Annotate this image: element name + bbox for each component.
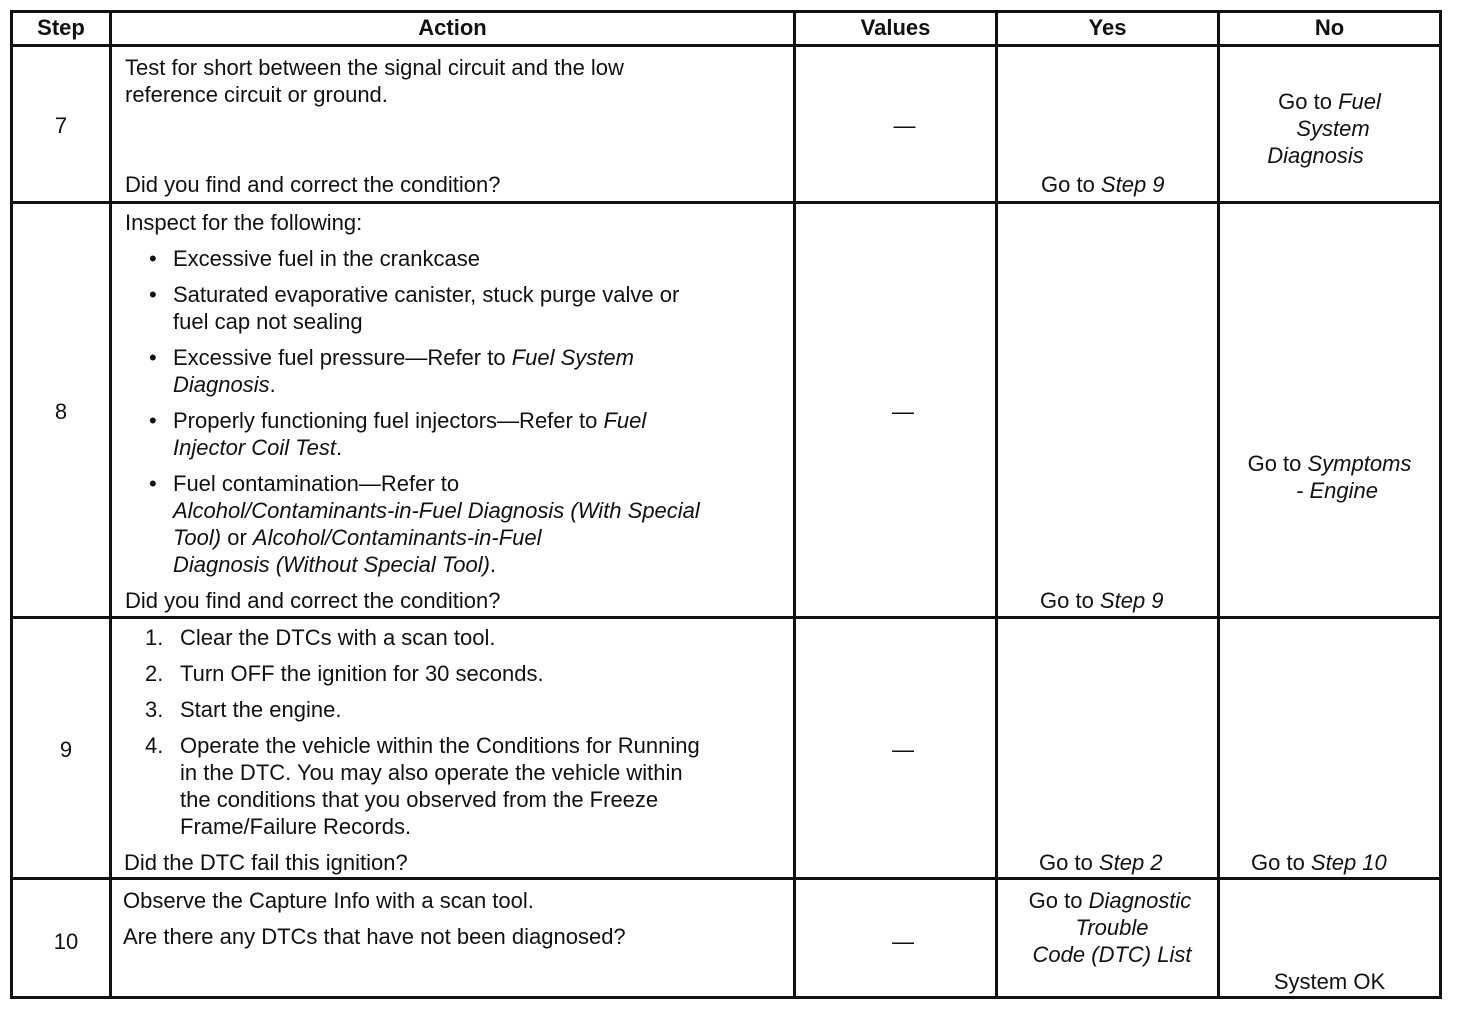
- no-step-link[interactable]: Step 10: [1310, 850, 1387, 875]
- list-number: 2.: [145, 661, 164, 686]
- values-cell: —: [892, 929, 914, 954]
- action-text: the conditions that you observed from the Freeze: [180, 787, 659, 812]
- no-link[interactable]: Fuel: [1338, 89, 1381, 114]
- text-segment: Properly functioning fuel injectors—Refer to: [173, 408, 604, 433]
- header-values: Values: [860, 15, 931, 40]
- reference-link[interactable]: Diagnosis: [173, 372, 270, 397]
- text-segment: or: [221, 525, 253, 550]
- reference-link[interactable]: Fuel System: [511, 345, 634, 370]
- list-number: 3.: [145, 697, 164, 722]
- reference-link[interactable]: Alcohol/Contaminants-in-Fuel Diagnosis (With Special: [173, 498, 700, 523]
- yes-cell: [1041, 171, 1165, 198]
- step-number: 8: [54, 399, 68, 424]
- action-text: Operate the vehicle within the Conditions for Running: [180, 733, 700, 758]
- action-text: fuel cap not sealing: [173, 309, 363, 334]
- action-text: Fuel contamination—Refer to: [173, 471, 460, 496]
- reference-link[interactable]: Diagnosis (Without Special Tool): [173, 552, 490, 577]
- action-text: [173, 371, 276, 398]
- action-question: Are there any DTCs that have not been diagnosed?: [123, 924, 626, 949]
- row-divider: [10, 877, 1442, 880]
- action-text: [173, 344, 634, 371]
- list-number: 4.: [145, 733, 164, 758]
- row-divider: [10, 201, 1442, 204]
- column-divider: [793, 10, 796, 999]
- table-border-right: [1439, 10, 1442, 999]
- no-prefix: Go to: [1247, 451, 1308, 476]
- no-prefix: Go to: [1278, 89, 1339, 114]
- bullet: •: [149, 471, 157, 496]
- action-text: Clear the DTCs with a scan tool.: [180, 625, 496, 650]
- text-segment: .: [336, 435, 343, 460]
- yes-prefix: Go to: [1040, 588, 1100, 613]
- yes-link[interactable]: Code (DTC) List: [1032, 942, 1192, 967]
- step-number: 7: [54, 113, 68, 138]
- header-divider: [10, 44, 1442, 47]
- reference-link[interactable]: Injector Coil Test: [173, 435, 337, 460]
- reference-link[interactable]: Fuel: [603, 408, 647, 433]
- column-divider: [995, 10, 998, 999]
- yes-prefix: Go to: [1028, 888, 1089, 913]
- action-question: Did the DTC fail this ignition?: [124, 850, 408, 875]
- bullet: •: [149, 345, 157, 370]
- action-question: Did you find and correct the condition?: [125, 588, 501, 613]
- action-text: [173, 524, 541, 551]
- no-cell: [1251, 849, 1387, 876]
- yes-prefix: Go to: [1039, 850, 1099, 875]
- action-text: Observe the Capture Info with a scan tool.: [123, 888, 534, 913]
- column-divider: [109, 10, 112, 999]
- yes-cell: [1039, 849, 1163, 876]
- bullet: •: [149, 246, 157, 271]
- header-action: Action: [418, 15, 487, 40]
- no-cell-line: [1220, 450, 1439, 477]
- yes-step-link[interactable]: Step 9: [1100, 172, 1165, 197]
- text-segment: Excessive fuel pressure—Refer to: [173, 345, 512, 370]
- action-text: [173, 551, 496, 578]
- action-text: reference circuit or ground.: [125, 82, 388, 107]
- values-cell: —: [893, 113, 916, 138]
- bullet: •: [149, 282, 157, 307]
- step-number: 9: [59, 737, 73, 762]
- table-border-top: [10, 10, 1442, 13]
- header-yes: Yes: [1088, 15, 1127, 40]
- table-border-left: [10, 10, 13, 999]
- values-cell: —: [892, 737, 914, 762]
- yes-step-link[interactable]: Step 9: [1099, 588, 1164, 613]
- yes-prefix: Go to: [1041, 172, 1101, 197]
- no-link[interactable]: Symptoms: [1307, 451, 1412, 476]
- text-segment: .: [269, 372, 276, 397]
- no-cell: System OK: [1273, 969, 1386, 994]
- action-text: Frame/Failure Records.: [180, 814, 412, 839]
- no-prefix: Go to: [1251, 850, 1311, 875]
- yes-step-link[interactable]: Step 2: [1098, 850, 1163, 875]
- no-link[interactable]: System: [1296, 116, 1370, 141]
- text-segment: .: [489, 552, 497, 577]
- action-text: Test for short between the signal circuit and the low: [125, 55, 624, 80]
- yes-cell-line: [998, 887, 1222, 914]
- reference-link[interactable]: Alcohol/Contaminants-in-Fuel: [252, 525, 542, 550]
- no-link[interactable]: - Engine: [1296, 478, 1378, 503]
- values-cell: —: [892, 399, 914, 424]
- bullet: •: [149, 408, 157, 433]
- action-text: Inspect for the following:: [125, 210, 363, 235]
- no-link[interactable]: Diagnosis: [1267, 143, 1364, 168]
- list-number: 1.: [145, 625, 164, 650]
- yes-link[interactable]: Diagnostic: [1088, 888, 1192, 913]
- action-text: Saturated evaporative canister, stuck purge valve or: [173, 282, 680, 307]
- table-border-bottom: [10, 996, 1442, 999]
- step-number: 10: [53, 929, 79, 954]
- action-text: Turn OFF the ignition for 30 seconds.: [180, 661, 544, 686]
- action-question: Did you find and correct the condition?: [125, 172, 501, 197]
- action-text: [173, 434, 342, 461]
- header-no: No: [1314, 15, 1345, 40]
- action-text: [173, 407, 646, 434]
- action-text: in the DTC. You may also operate the vehicle within: [180, 760, 683, 785]
- header-step: Step: [37, 15, 85, 40]
- action-text: Start the engine.: [180, 697, 342, 722]
- row-divider: [10, 616, 1442, 619]
- yes-cell: [1040, 587, 1164, 614]
- reference-link[interactable]: Tool): [173, 525, 222, 550]
- no-cell-line: [1220, 88, 1439, 115]
- action-text: Excessive fuel in the crankcase: [173, 246, 480, 271]
- yes-link[interactable]: Trouble: [1075, 915, 1149, 940]
